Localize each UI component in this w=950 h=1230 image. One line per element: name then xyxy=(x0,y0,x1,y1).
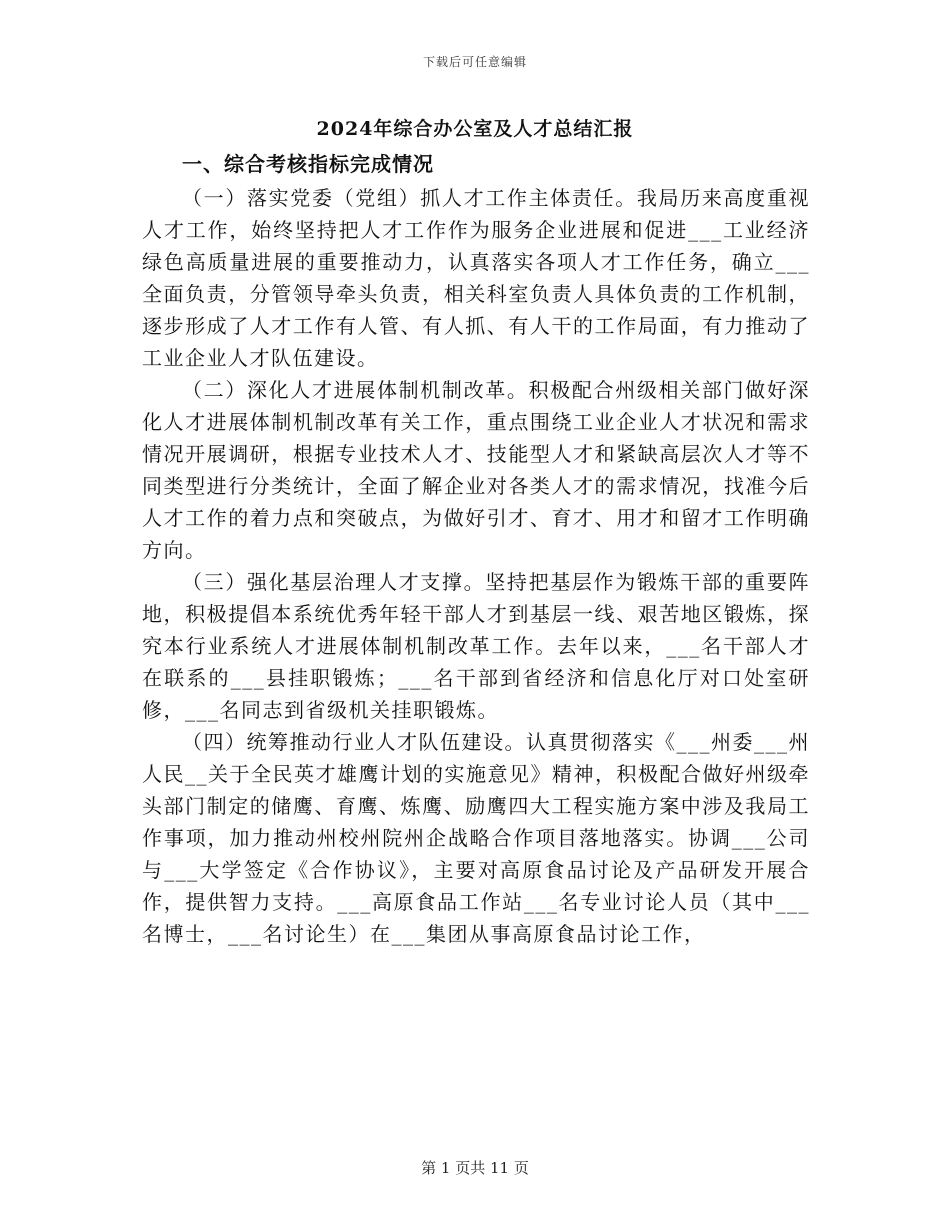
header-note: 下载后可任意编辑 xyxy=(422,55,527,69)
paragraph-3: （三）强化基层治理人才支撑。坚持把基层作为锻炼干部的重要阵地，积极提倡本系统优秀年轻干部人才到基层一线、艰苦地区锻炼，探究本行业系统人才进展体制机制改革工作。去年以来，___名干部人才在联系的___县挂职锻炼；___名干部到省经济和信息化厅对口处室研修，___名同志到省级机关挂职锻炼。 xyxy=(142,570,810,722)
paragraph-2: （二）深化人才进展体制机制改革。积极配合州级相关部门做好深化人才进展体制机制改革有关工作，重点围绕工业企业人才状况和需求情况开展调研，根据专业技术人才、技能型人才和紧缺高层次人才等不同类型进行分类统计，全面了解企业对各类人才的需求情况，找准今后人才工作的着力点和突破点，为做好引才、育才、用才和留才工作明确方向。 xyxy=(142,378,810,562)
paragraph-4: （四）统筹推动行业人才队伍建设。认真贯彻落实《___州委___州人民__关于全民英才雄鹰计划的实施意见》精神，积极配合做好州级牵头部门制定的储鹰、育鹰、炼鹰、励鹰四大工程实施方案中涉及我局工作事项，加力推动州校州院州企战略合作项目落地落实。协调___公司与___大学签定《合作协议》，主要对高原食品讨论及产品研发开展合作，提供智力支持。___高原食品工作站___名专业讨论人员（其中___名博士，___名讨论生）在___集团从事高原食品讨论工作， xyxy=(142,730,810,946)
page-number: 第 1 页共 11 页 xyxy=(421,1159,529,1177)
document-title: 2024年综合办公室及人才总结汇报 xyxy=(316,118,634,140)
document-body xyxy=(142,182,810,950)
paragraph-1: （一）落实党委（党组）抓人才工作主体责任。我局历来高度重视人才工作，始终坚持把人才工作作为服务企业进展和促进___工业经济绿色高质量进展的重要推动力，认真落实各项人才工作任务，确立___全面负责，分管领导牵头负责，相关科室负责人具体负责的工作机制，逐步形成了人才工作有人管、有人抓、有人干的工作局面，有力推动了工业企业人才队伍建设。 xyxy=(142,186,810,370)
section-heading: 一、综合考核指标完成情况 xyxy=(182,152,434,176)
